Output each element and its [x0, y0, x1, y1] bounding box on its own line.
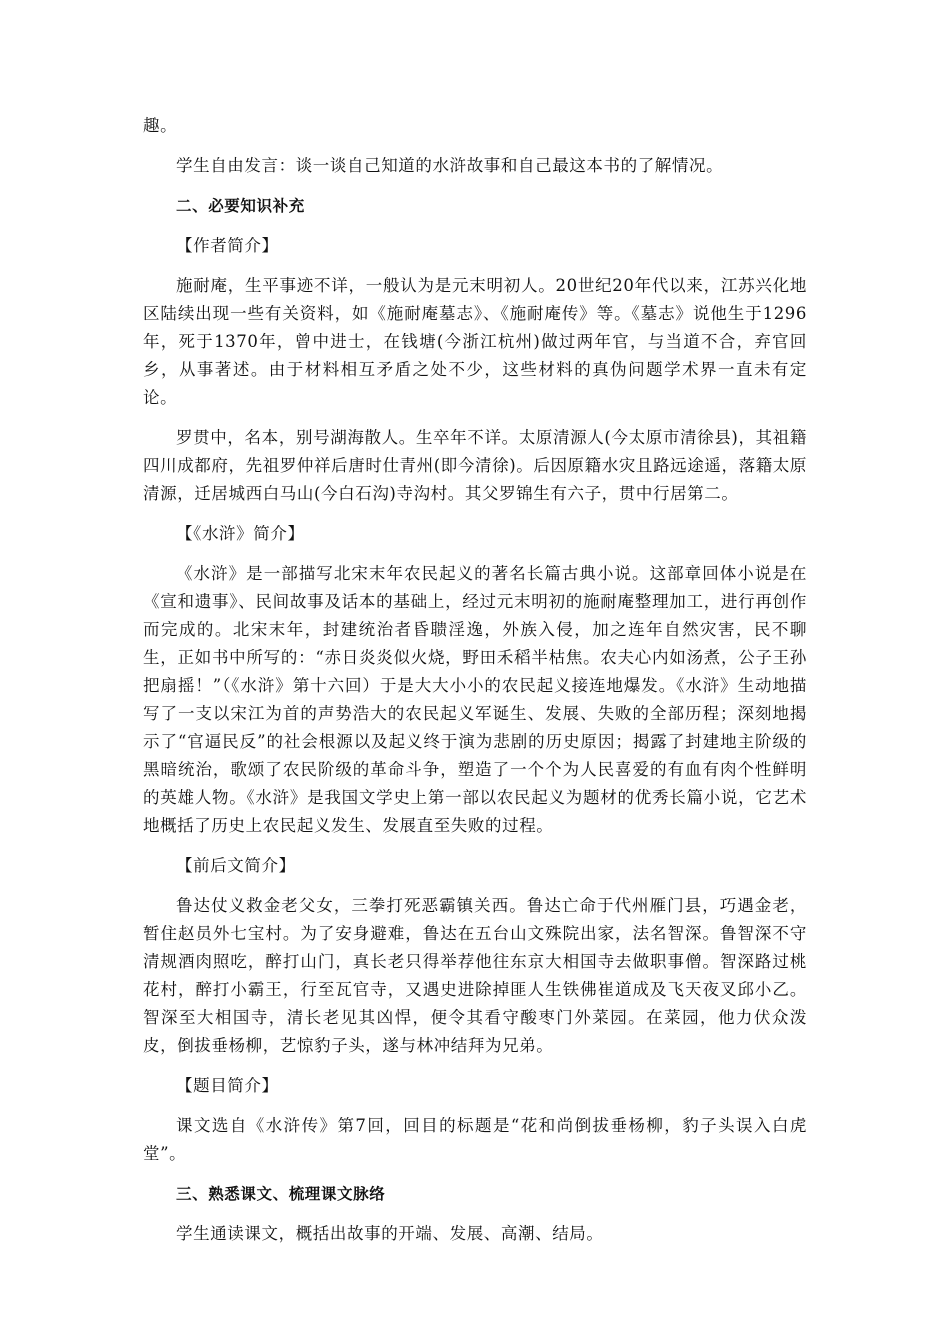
section-heading-knowledge: 二、必要知识补充: [176, 197, 305, 215]
subheading-author-intro: 【作者简介】: [176, 236, 279, 255]
paragraph-title: 课文选自《水浒传》第7回，回目的标题是“花和尚倒拔垂杨柳，豹子头误入白虎堂”。: [143, 1116, 807, 1163]
paragraph-shuihu: 《水浒》是一部描写北宋末年农民起义的著名长篇古典小说。这部章回体小说是在《宣和遗事》、民间故事及话本的基础上，经过元末明初的施耐庵整理加工，进行再创作而完成的。北宋末年，封建统治者昏聩淫逸，外族入侵，加之连年自然灾害，民不聊生，正如书中所写的：“赤日炎炎似火烧，野田禾稻半枯焦。农夫心内如汤煮，公子王孙把扇摇！”（《水浒》第十六回）于是大大小小的农民起义接连地爆发。《水浒》生动地描写了一支以宋江为首的声势浩大的农民起义军诞生、发展、失败的全部历程；深刻地揭示了“官逼民反”的社会根源以及起义终于演为悲剧的历史原因；揭露了封建地主阶级的黑暗统治，歌颂了农民阶级的革命斗争，塑造了一个个为人民喜爱的有血有肉个性鲜明的英雄人物。《水浒》是我国文学史上第一部以农民起义为题材的优秀长篇小说，它艺术地概括了历史上农民起义发生、发展直至失败的过程。: [143, 564, 807, 835]
paragraph-reading-task: 学生通读课文，概括出故事的开端、发展、高潮、结局。: [176, 1224, 604, 1243]
continuation-text: 趣。: [143, 116, 178, 135]
subheading-shuihu-intro: 【《水浒》简介】: [176, 524, 305, 543]
subheading-context-intro: 【前后文简介】: [176, 856, 296, 875]
paragraph-luo-guanzhong: 罗贯中，名本，别号湖海散人。生卒年不详。太原清源人(今太原市清徐县)，其祖籍四川成都府，先祖罗仲祥后唐时仕青州(即今清徐)。后因原籍水灾且路远途遥，落籍太原清源，迁居城西白马山(今白石沟)寺沟村。其父罗锦生有六子，贯中行居第二。: [143, 428, 807, 503]
subheading-title-intro: 【题目简介】: [176, 1076, 279, 1095]
document-body: [143, 112, 807, 1260]
section-heading-structure: 三、熟悉课文、梳理课文脉络: [176, 1185, 386, 1203]
paragraph-context: 鲁达仗义救金老父女，三拳打死恶霸镇关西。鲁达亡命于代州雁门县，巧遇金老，暂住赵员外七宝村。为了安身避难，鲁达在五台山文殊院出家，法名智深。鲁智深不守清规酒肉照吃，醉打山门，真长老只得举荐他往东京大相国寺去做职事僧。智深路过桃花村，醉打小霸王，行至瓦官寺，又遇史进除掉匪人生铁佛崔道成及飞天夜叉邱小乙。智深至大相国寺，清长老见其凶悍，便令其看守酸枣门外菜园。在菜园，他力伏众泼皮，倒拔垂杨柳，艺惊豹子头，遂与林冲结拜为兄弟。: [143, 896, 807, 1055]
student-speech-paragraph: 学生自由发言：谈一谈自己知道的水浒故事和自己最这本书的了解情况。: [176, 156, 724, 175]
paragraph-shi-naian: 施耐庵，生平事迹不详，一般认为是元末明初人。20世纪20年代以来，江苏兴化地区陆续出现一些有关资料，如《施耐庵墓志》、《施耐庵传》等。《墓志》说他生于1296年，死于1370年，曾中进士，在钱塘(今浙江杭州)做过两年官，与当道不合，弃官回乡，从事著述。由于材料相互矛盾之处不少，这些材料的真伪问题学术界一直未有定论。: [143, 276, 807, 407]
